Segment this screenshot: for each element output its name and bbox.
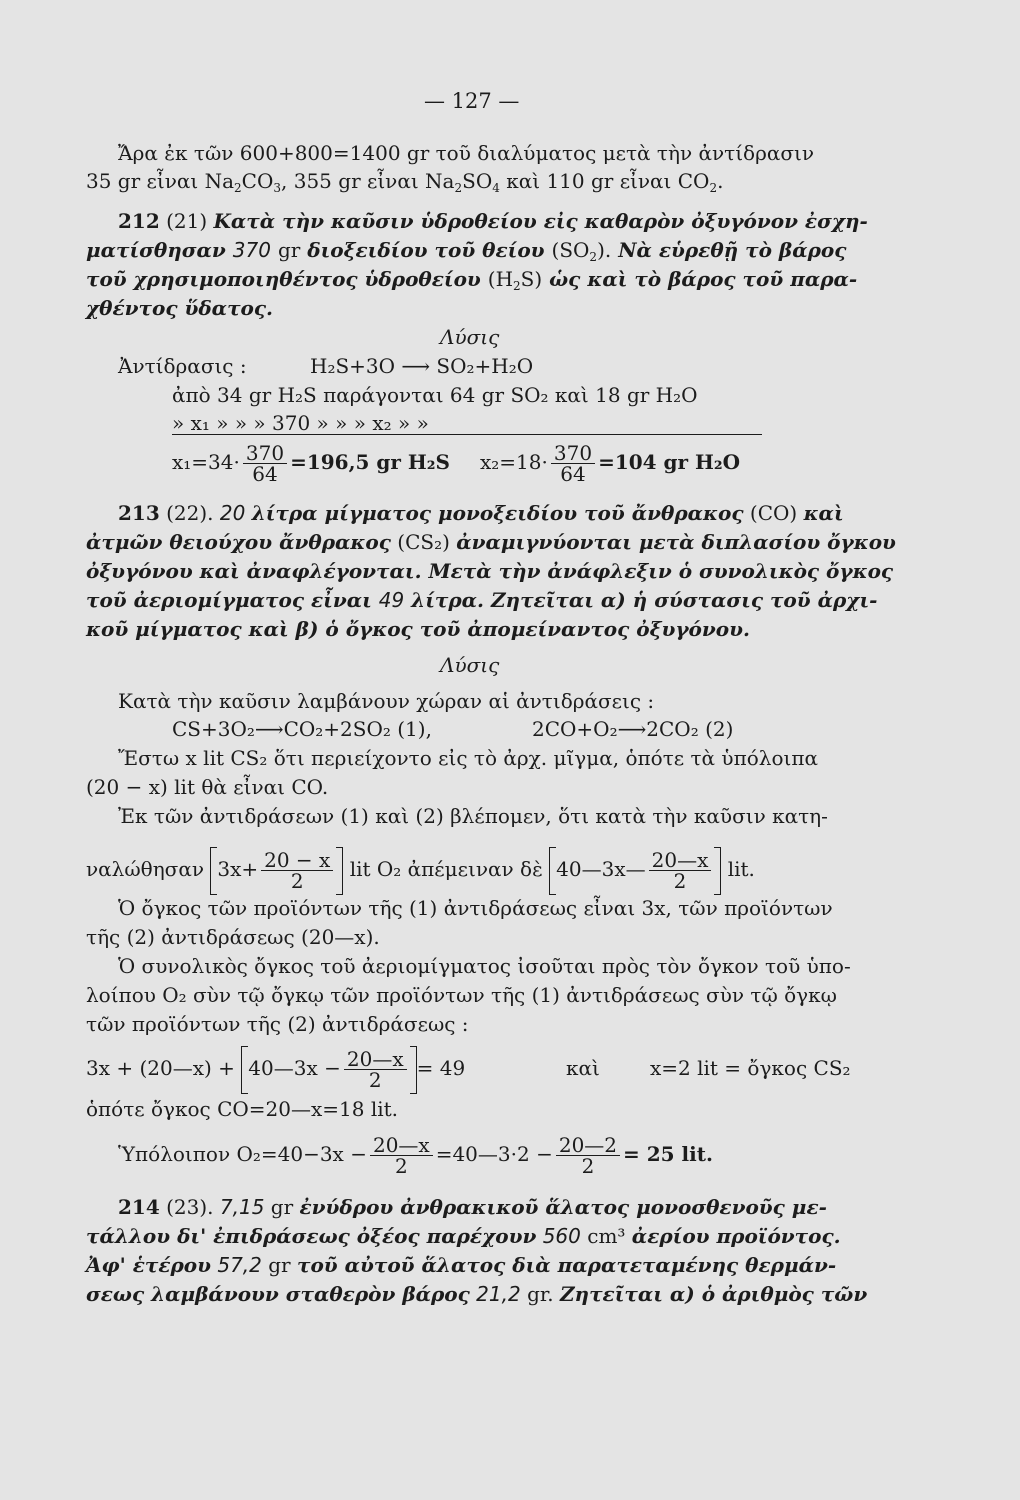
- problem-212-line-2: ματίσθησαν 370 gr διοξειδίου τοῦ θείου $(SO_2)$. Νὰ εὑρεθῇ τὸ βάρος: [86, 238, 847, 264]
- problem-number: 214: [118, 1195, 160, 1219]
- problem-213-line-4: τοῦ ἀεριομίγματος εἶναι 49 λίτρα. Ζητεῖται α) ἡ σύστασις τοῦ ἀρχι-: [86, 588, 878, 612]
- problem-213-line-3: ὀξυγόνου καὶ ἀναφλέγονται. Μετὰ τὴν ἀνάφλεξιν ὁ συνολικὸς ὄγκος: [86, 559, 894, 583]
- proportion-row-2: » x₁ » » » 370 » » » x₂ » »: [172, 411, 429, 435]
- problem-212-line-4: χθέντος ὕδατος.: [86, 296, 274, 320]
- reaction-1: CS+3O₂⟶CO₂+2SO₂ (1),: [172, 717, 432, 741]
- result-x2: x₂=18· $\frac{370}{64}$ =104 gr H₂O: [480, 441, 741, 486]
- solution-heading: Λύσις: [440, 653, 500, 677]
- problem-214-line-4: σεως λαμβάνουν σταθερὸν βάρος 21,2 gr. Ζητεῖται α) ὁ ἀριθμὸς τῶν: [86, 1282, 868, 1306]
- equation-1-result: x=2 lit = ὄγκος CS₂: [650, 1056, 851, 1080]
- problem-number: 212: [118, 209, 160, 233]
- solution-213-line-5: Ἐκ τῶν ἀντιδράσεων (1) καὶ (2) βλέπομεν, ὅτι κατὰ τὴν καῦσιν κατη-: [118, 804, 828, 828]
- result-x1: x₁=34· $\frac{370}{64}$ =196,5 gr H₂S: [172, 441, 450, 486]
- solution-213-line-6: ναλώθησαν 3x+ $\frac{20 - x}{2}$ lit O₂ ἀπέμειναν δὲ 40—3x— $\frac{20—x}{2}$ lit.: [86, 848, 755, 893]
- problem-213-line-2: ἀτμῶν θειούχου ἄνθρακος (CS₂) ἀναμιγνύονται μετὰ διπλασίου ὄγκου: [86, 530, 896, 554]
- solution-213-line-3: Ἔστω x lit CS₂ ὅτι περιείχοντο εἰς τὸ ἀρχ. μῖγμα, ὁπότε τὰ ὑπόλοιπα: [118, 746, 818, 770]
- problem-212-line-3: τοῦ χρησιμοποιηθέντος ὑδροθείου $(H_2S)$ ὡς καὶ τὸ βάρος τοῦ παρα-: [86, 267, 858, 293]
- intro-line-1: Ἄρα ἐκ τῶν 600+800=1400 gr τοῦ διαλύματος μετὰ τὴν ἀντίδρασιν: [118, 141, 815, 165]
- problem-213-line-1: 213 (22). 20 λίτρα μίγματος μονοξειδίου τοῦ ἄνθρακος (CO) καὶ: [118, 501, 844, 525]
- solution-213-line-11: τῶν προϊόντων τῆς (2) ἀντιδράσεως :: [86, 1012, 469, 1036]
- divider-rule: [172, 434, 762, 435]
- solution-heading: Λύσις: [440, 325, 500, 349]
- solution-213-line-9: Ὁ συνολικὸς ὄγκος τοῦ ἀεριομίγματος ἰσοῦται πρὸς τὸν ὄγκον τοῦ ὑπο-: [118, 954, 851, 978]
- reaction-equation: H₂S+3O ⟶ SO₂+H₂O: [310, 354, 534, 378]
- problem-214-line-2: τάλλου δι' ἐπιδράσεως ὀξέος παρέχουν 560 cm³ ἀερίου προϊόντος.: [86, 1224, 841, 1248]
- solution-213-line-10: λοίπου O₂ σὺν τῷ ὄγκῳ τῶν προϊόντων τῆς (1) ἀντιδράσεως σὺν τῷ ὄγκῳ: [86, 983, 837, 1007]
- problem-214-line-3: Ἀφ' ἑτέρου 57,2 gr τοῦ αὐτοῦ ἅλατος διὰ παρατεταμένης θερμάν-: [86, 1253, 837, 1277]
- equation-1-conjunction: καὶ: [566, 1056, 600, 1080]
- reaction-label: Ἀντίδρασις :: [118, 354, 247, 378]
- solution-213-line-4: (20 − x) lit θὰ εἶναι CO.: [86, 775, 329, 799]
- problem-213-line-5: κοῦ μίγματος καὶ β) ὁ ὄγκος τοῦ ἀπομείναντος ὀξυγόνου.: [86, 617, 750, 641]
- equation-1: 3x + (20—x) + 40—3x − $\frac{20—x}{2}$ = 49: [86, 1047, 466, 1092]
- reaction-2: 2CO+O₂⟶2CO₂ (2): [532, 717, 734, 741]
- solution-213-line-8: τῆς (2) ἀντιδράσεως (20—x).: [86, 925, 380, 949]
- problem-number: 213: [118, 501, 160, 525]
- proportion-row-1: ἀπὸ 34 gr H₂S παράγονται 64 gr SO₂ καὶ 18 gr H₂O: [172, 383, 698, 407]
- problem-212-line-1: 212 (21) Κατὰ τὴν καῦσιν ὑδροθείου εἰς καθαρὸν ὀξυγόνον ἐσχη-: [118, 209, 868, 233]
- solution-213-line-1: Κατὰ τὴν καῦσιν λαμβάνουν χώραν αἱ ἀντιδράσεις :: [118, 689, 655, 713]
- page-number: — 127 —: [424, 89, 520, 113]
- equation-2: Ὑπόλοιπον O₂=40−3x − $\frac{20—x}{2}$ =40—3·2 − $\frac{20—2}{2}$ = 25 lit.: [118, 1133, 713, 1178]
- solution-213-line-7: Ὁ ὄγκος τῶν προϊόντων τῆς (1) ἀντιδράσεως εἶναι 3x, τῶν προϊόντων: [118, 896, 833, 920]
- intro-line-2: 35 gr εἶναι $Na_2CO_3$, 355 gr εἶναι $Na_2SO_4$ καὶ 110 gr εἶναι $CO_2$.: [86, 169, 724, 195]
- solution-213-line-12: ὁπότε ὄγκος CO=20—x=18 lit.: [86, 1097, 399, 1121]
- problem-214-line-1: 214 (23). 7,15 gr ἐνύδρου ἀνθρακικοῦ ἅλατος μονοσθενοῦς με-: [118, 1195, 827, 1219]
